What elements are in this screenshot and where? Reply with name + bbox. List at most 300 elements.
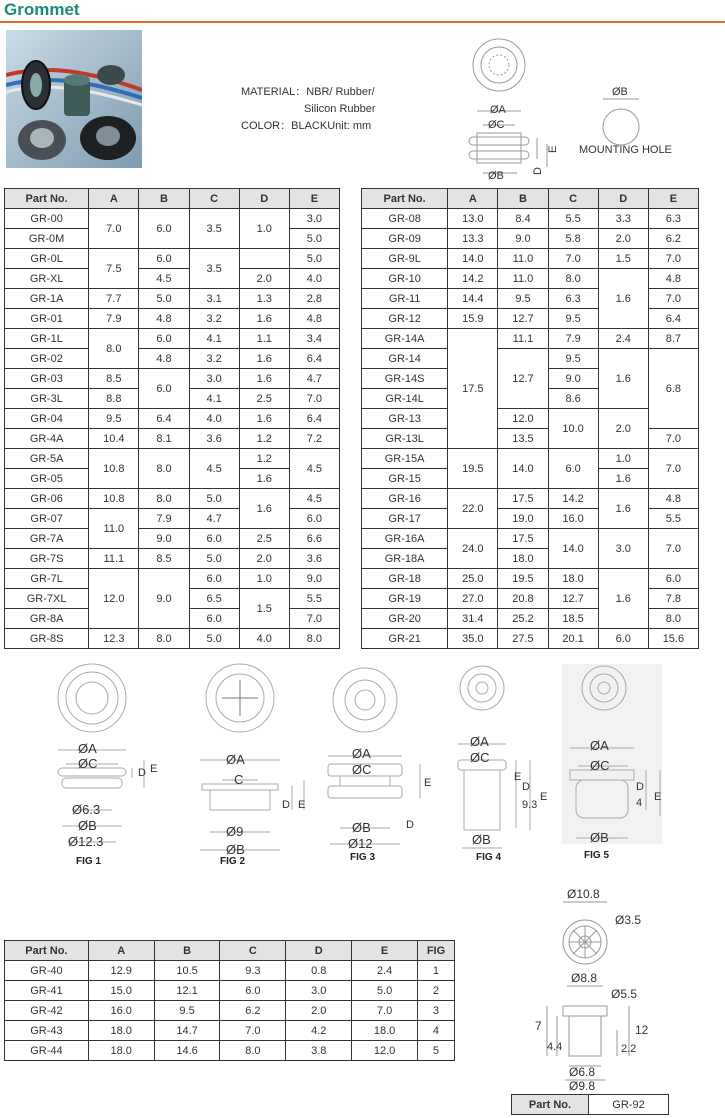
product-photo bbox=[6, 30, 142, 168]
value-cell: 6.0 bbox=[548, 449, 598, 489]
column-header: A bbox=[88, 941, 154, 961]
value-cell: 8.0 bbox=[220, 1041, 286, 1061]
value-cell: 16.0 bbox=[548, 509, 598, 529]
value-cell: 18.0 bbox=[352, 1021, 418, 1041]
gr92-h7-label: 7 bbox=[535, 1019, 542, 1033]
value-cell: 8.8 bbox=[89, 389, 139, 409]
column-header: Part No. bbox=[5, 189, 89, 209]
value-cell: 3.2 bbox=[189, 349, 239, 369]
value-cell: 6.4 bbox=[289, 409, 339, 429]
fig5-c-label: ØC bbox=[590, 758, 610, 773]
table-row bbox=[362, 489, 699, 509]
value-cell: 14.2 bbox=[548, 489, 598, 509]
part-number-cell: GR-15A bbox=[362, 449, 448, 469]
part-number-cell: GR-13 bbox=[362, 409, 448, 429]
part-number-cell: GR-8S bbox=[5, 629, 89, 649]
value-cell: 7.2 bbox=[289, 429, 339, 449]
value-cell: 8.7 bbox=[648, 329, 698, 349]
table-row bbox=[5, 509, 340, 529]
table-row bbox=[362, 569, 699, 589]
value-cell: 5.0 bbox=[189, 489, 239, 509]
value-cell: 12.7 bbox=[498, 349, 548, 409]
dim-d-label: D bbox=[532, 167, 544, 175]
part-number-cell: GR-19 bbox=[362, 589, 448, 609]
part-number-cell: GR-13L bbox=[362, 429, 448, 449]
value-cell: 7.0 bbox=[289, 609, 339, 629]
table-row bbox=[5, 981, 455, 1001]
part-number-cell: GR-14A bbox=[362, 329, 448, 349]
value-cell: 5.0 bbox=[189, 629, 239, 649]
mounting-diagram bbox=[455, 35, 725, 185]
part-number-cell: GR-18A bbox=[362, 549, 448, 569]
value-cell: 2.0 bbox=[598, 409, 648, 449]
value-cell: 6.0 bbox=[648, 569, 698, 589]
table-header-row bbox=[5, 189, 340, 209]
value-cell: 15.6 bbox=[648, 629, 698, 649]
value-cell: 27.5 bbox=[498, 629, 548, 649]
value-cell: 4.1 bbox=[189, 389, 239, 409]
value-cell: 3.1 bbox=[189, 289, 239, 309]
value-cell: 6.0 bbox=[289, 509, 339, 529]
value-cell: 8.0 bbox=[139, 449, 189, 489]
value-cell: 2.5 bbox=[239, 529, 289, 549]
table-row bbox=[5, 329, 340, 349]
value-cell: 1.0 bbox=[239, 209, 289, 249]
value-cell: 8.0 bbox=[289, 629, 339, 649]
value-cell: 4.1 bbox=[189, 329, 239, 349]
column-header: A bbox=[448, 189, 498, 209]
table-row bbox=[362, 449, 699, 469]
column-header: E bbox=[648, 189, 698, 209]
value-cell: 9.0 bbox=[498, 229, 548, 249]
value-cell: 2 bbox=[417, 981, 454, 1001]
value-cell: 9.0 bbox=[548, 369, 598, 389]
table-row bbox=[5, 529, 340, 549]
value-cell: 4.0 bbox=[289, 269, 339, 289]
value-cell: 7.8 bbox=[648, 589, 698, 609]
value-cell: 10.8 bbox=[89, 449, 139, 489]
fig1-c-label: ØC bbox=[78, 756, 98, 771]
value-cell: 1.0 bbox=[239, 569, 289, 589]
value-cell: 11.0 bbox=[89, 509, 139, 549]
value-cell: 4.0 bbox=[239, 629, 289, 649]
value-cell: 4.5 bbox=[289, 489, 339, 509]
value-cell: 3.2 bbox=[189, 309, 239, 329]
value-cell: 6.0 bbox=[189, 569, 239, 589]
part-number-cell: GR-15 bbox=[362, 469, 448, 489]
fig3-c-label: ØC bbox=[352, 762, 372, 777]
part-number-cell: GR-42 bbox=[5, 1001, 89, 1021]
value-cell: 16.0 bbox=[88, 1001, 154, 1021]
fig4-e-label: E bbox=[514, 771, 522, 783]
part-number-cell: GR-18 bbox=[362, 569, 448, 589]
value-cell: 11.1 bbox=[89, 549, 139, 569]
column-header: B bbox=[154, 941, 220, 961]
gr92-d98-label: Ø9.8 bbox=[569, 1079, 596, 1092]
value-cell: 10.0 bbox=[548, 409, 598, 449]
value-cell: 22.0 bbox=[448, 489, 498, 529]
fig1-d-label: D bbox=[138, 767, 146, 779]
column-header: B bbox=[498, 189, 548, 209]
fig1-e-label: E bbox=[150, 763, 158, 775]
fig4-caption: FIG 4 bbox=[476, 852, 502, 863]
value-cell: 1.3 bbox=[239, 289, 289, 309]
part-number-cell: GR-3L bbox=[5, 389, 89, 409]
value-cell: 12.7 bbox=[548, 589, 598, 609]
value-cell: 19.5 bbox=[498, 569, 548, 589]
value-cell: 3.0 bbox=[598, 529, 648, 569]
value-cell: 3.5 bbox=[189, 209, 239, 249]
value-cell: 13.3 bbox=[448, 229, 498, 249]
value-cell: 3.0 bbox=[189, 369, 239, 389]
value-cell: 1.1 bbox=[239, 329, 289, 349]
dim-a-label: ØA bbox=[490, 104, 506, 116]
value-cell: 1.6 bbox=[598, 569, 648, 629]
value-cell: 6.3 bbox=[548, 289, 598, 309]
part-number-cell: GR-43 bbox=[5, 1021, 89, 1041]
value-cell: 9.5 bbox=[89, 409, 139, 429]
value-cell: 4.7 bbox=[189, 509, 239, 529]
part-number-cell: GR-04 bbox=[5, 409, 89, 429]
value-cell: 3.0 bbox=[286, 981, 352, 1001]
value-cell: 20.8 bbox=[498, 589, 548, 609]
value-cell: 7.0 bbox=[648, 289, 698, 309]
gr92-h12-label: 12 bbox=[635, 1023, 649, 1037]
hole-b-label: ØB bbox=[612, 86, 628, 98]
table-row bbox=[5, 1001, 455, 1021]
gr92-part-table bbox=[511, 1094, 669, 1115]
value-cell: 8.5 bbox=[89, 369, 139, 389]
value-cell: 9.5 bbox=[154, 1001, 220, 1021]
table-row bbox=[362, 409, 699, 429]
value-cell: 7.9 bbox=[89, 309, 139, 329]
value-cell: 6.0 bbox=[598, 629, 648, 649]
value-cell: 3.6 bbox=[289, 549, 339, 569]
value-cell: 2.8 bbox=[289, 289, 339, 309]
value-cell: 17.5 bbox=[448, 329, 498, 449]
figures-row bbox=[40, 660, 700, 870]
value-cell: 7.0 bbox=[548, 249, 598, 269]
part-number-cell: GR-1A bbox=[5, 289, 89, 309]
table-row bbox=[5, 961, 455, 981]
value-cell: 12.3 bbox=[89, 629, 139, 649]
value-cell: 11.0 bbox=[498, 249, 548, 269]
table-row bbox=[5, 209, 340, 229]
value-cell: 4.5 bbox=[139, 269, 189, 289]
value-cell: 6.8 bbox=[648, 349, 698, 429]
value-cell: 1.6 bbox=[239, 369, 289, 389]
gr92-part-label: Part No. bbox=[512, 1095, 589, 1115]
table-row bbox=[362, 289, 699, 309]
value-cell: 1.5 bbox=[239, 589, 289, 629]
value-cell: 4.0 bbox=[189, 409, 239, 429]
part-number-cell: GR-12 bbox=[362, 309, 448, 329]
color-unit-line: COLOR：BLACKUnit: mm bbox=[241, 120, 372, 132]
value-cell: 12.0 bbox=[89, 569, 139, 629]
value-cell: 9.0 bbox=[139, 569, 189, 629]
part-number-cell: GR-1L bbox=[5, 329, 89, 349]
value-cell: 1.5 bbox=[598, 249, 648, 269]
value-cell: 2.4 bbox=[598, 329, 648, 349]
column-header: C bbox=[220, 941, 286, 961]
part-number-cell: GR-05 bbox=[5, 469, 89, 489]
value-cell: 3.8 bbox=[286, 1041, 352, 1061]
value-cell: 13.5 bbox=[498, 429, 548, 449]
value-cell: 3 bbox=[417, 1001, 454, 1021]
value-cell: 5.8 bbox=[548, 229, 598, 249]
value-cell: 6.4 bbox=[289, 349, 339, 369]
part-number-cell: GR-17 bbox=[362, 509, 448, 529]
part-number-cell: GR-06 bbox=[5, 489, 89, 509]
part-number-cell: GR-7L bbox=[5, 569, 89, 589]
value-cell: 1.6 bbox=[598, 489, 648, 529]
value-cell: 4.8 bbox=[289, 309, 339, 329]
column-header: D bbox=[598, 189, 648, 209]
value-cell: 1.6 bbox=[598, 349, 648, 409]
fig3-d-label: D bbox=[406, 819, 414, 831]
value-cell: 2.5 bbox=[239, 389, 289, 409]
value-cell: 7.7 bbox=[89, 289, 139, 309]
value-cell: 9.3 bbox=[220, 961, 286, 981]
value-cell: 5.5 bbox=[548, 209, 598, 229]
fig1-a-label: ØA bbox=[78, 741, 97, 756]
table-row bbox=[362, 589, 699, 609]
value-cell: 7.0 bbox=[648, 529, 698, 569]
value-cell: 6.0 bbox=[139, 209, 189, 249]
value-cell: 18.0 bbox=[548, 569, 598, 589]
value-cell: 1.6 bbox=[598, 269, 648, 329]
value-cell: 25.2 bbox=[498, 609, 548, 629]
value-cell: 6.2 bbox=[220, 1001, 286, 1021]
value-cell: 18.0 bbox=[88, 1021, 154, 1041]
table-row bbox=[362, 609, 699, 629]
part-number-cell: GR-7XL bbox=[5, 589, 89, 609]
gr92-d88-label: Ø8.8 bbox=[571, 971, 598, 985]
value-cell: 9.5 bbox=[548, 309, 598, 329]
fig2-a-label: ØA bbox=[226, 752, 245, 767]
value-cell: 5.0 bbox=[189, 549, 239, 569]
value-cell: 3.3 bbox=[598, 209, 648, 229]
value-cell: 4.8 bbox=[139, 309, 189, 329]
part-number-cell: GR-03 bbox=[5, 369, 89, 389]
value-cell: 19.5 bbox=[448, 449, 498, 489]
table-header-row bbox=[362, 189, 699, 209]
column-header: C bbox=[548, 189, 598, 209]
table-row bbox=[362, 329, 699, 349]
part-number-cell: GR-0M bbox=[5, 229, 89, 249]
table-row bbox=[5, 289, 340, 309]
part-number-cell: GR-16A bbox=[362, 529, 448, 549]
material-line-2: Silicon Rubber bbox=[304, 103, 376, 115]
grommet-photo-image bbox=[6, 30, 142, 168]
value-cell: 7.0 bbox=[89, 209, 139, 249]
part-number-cell: GR-14L bbox=[362, 389, 448, 409]
table-row bbox=[5, 309, 340, 329]
value-cell: 6.0 bbox=[139, 249, 189, 269]
part-number-cell: GR-9L bbox=[362, 249, 448, 269]
part-number-cell: GR-16 bbox=[362, 489, 448, 509]
fig5-b-label: ØB bbox=[590, 830, 609, 845]
value-cell: 14.2 bbox=[448, 269, 498, 289]
value-cell: 19.0 bbox=[498, 509, 548, 529]
part-number-cell: GR-40 bbox=[5, 961, 89, 981]
fig4-d93-label: 9.3 bbox=[522, 799, 538, 811]
value-cell: 1.6 bbox=[239, 349, 289, 369]
value-cell: 8.0 bbox=[548, 269, 598, 289]
fig3-caption: FIG 3 bbox=[350, 852, 376, 863]
fig5-a-label: ØA bbox=[590, 738, 609, 753]
fig5-d-label: D bbox=[636, 781, 644, 793]
table-row bbox=[5, 429, 340, 449]
spec-table-right bbox=[361, 188, 699, 649]
value-cell: 1.2 bbox=[239, 449, 289, 469]
value-cell: 3.4 bbox=[289, 329, 339, 349]
part-number-cell: GR-XL bbox=[5, 269, 89, 289]
value-cell: 20.1 bbox=[548, 629, 598, 649]
value-cell: 18.0 bbox=[88, 1041, 154, 1061]
value-cell: 6.6 bbox=[289, 529, 339, 549]
value-cell: 4.2 bbox=[286, 1021, 352, 1041]
mounting-hole-label: MOUNTING HOLE bbox=[579, 144, 672, 156]
fig3-d12-label: Ø12 bbox=[348, 836, 373, 851]
value-cell: 12.7 bbox=[498, 309, 548, 329]
value-cell: 4.7 bbox=[289, 369, 339, 389]
fig2-b-label: ØB bbox=[226, 842, 245, 857]
value-cell: 10.5 bbox=[154, 961, 220, 981]
value-cell: 7.0 bbox=[289, 389, 339, 409]
gr92-h22-label: 2.2 bbox=[621, 1043, 637, 1055]
value-cell: 5.5 bbox=[648, 509, 698, 529]
part-number-cell: GR-14S bbox=[362, 369, 448, 389]
value-cell: 9.0 bbox=[289, 569, 339, 589]
value-cell: 9.5 bbox=[548, 349, 598, 369]
gr92-h44-label: 4.4 bbox=[547, 1041, 563, 1053]
value-cell: 8.6 bbox=[548, 389, 598, 409]
value-cell bbox=[239, 249, 289, 269]
fig2-caption: FIG 2 bbox=[220, 856, 246, 867]
part-number-cell: GR-7S bbox=[5, 549, 89, 569]
value-cell: 17.5 bbox=[498, 529, 548, 549]
table-row bbox=[5, 629, 340, 649]
value-cell: 6.5 bbox=[189, 589, 239, 609]
value-cell: 3.0 bbox=[289, 209, 339, 229]
value-cell: 7.0 bbox=[648, 249, 698, 269]
part-number-cell: GR-01 bbox=[5, 309, 89, 329]
gr92-diagram bbox=[525, 880, 665, 1092]
value-cell: 4.5 bbox=[189, 449, 239, 489]
value-cell: 2.0 bbox=[239, 269, 289, 289]
table-row bbox=[362, 529, 699, 549]
gr92-part-value: GR-92 bbox=[589, 1095, 669, 1115]
fig4-b-label: ØB bbox=[472, 832, 491, 847]
table-row bbox=[362, 269, 699, 289]
page-title: Grommet bbox=[4, 0, 80, 19]
value-cell: 6.2 bbox=[648, 229, 698, 249]
value-cell: 4.8 bbox=[648, 269, 698, 289]
fig3-b-label: ØB bbox=[352, 820, 371, 835]
fig1-d63-label: Ø6.3 bbox=[72, 802, 101, 817]
value-cell: 4 bbox=[417, 1021, 454, 1041]
value-cell: 14.4 bbox=[448, 289, 498, 309]
value-cell: 1.6 bbox=[239, 469, 289, 489]
value-cell: 1.2 bbox=[239, 429, 289, 449]
fig2-e-label: E bbox=[298, 799, 306, 811]
value-cell: 24.0 bbox=[448, 529, 498, 569]
value-cell: 11.0 bbox=[498, 269, 548, 289]
dim-e-label: E bbox=[547, 145, 559, 153]
part-number-cell: GR-21 bbox=[362, 629, 448, 649]
value-cell: 1.0 bbox=[598, 449, 648, 469]
spec-table-left bbox=[4, 188, 340, 649]
value-cell: 5.0 bbox=[289, 229, 339, 249]
fig4-e-side-label: E bbox=[540, 791, 548, 803]
fig5-caption: FIG 5 bbox=[584, 850, 610, 861]
value-cell: 1.6 bbox=[598, 469, 648, 489]
table-row bbox=[5, 449, 340, 469]
table-row bbox=[5, 269, 340, 289]
value-cell: 7.0 bbox=[352, 1001, 418, 1021]
value-cell: 5.0 bbox=[352, 981, 418, 1001]
value-cell: 11.1 bbox=[498, 329, 548, 349]
value-cell: 15.9 bbox=[448, 309, 498, 329]
value-cell: 6.0 bbox=[189, 609, 239, 629]
gr92-d68-label: Ø6.8 bbox=[569, 1065, 596, 1079]
column-header: FIG bbox=[417, 941, 454, 961]
dim-c-label: ØC bbox=[488, 119, 505, 131]
value-cell: 3.6 bbox=[189, 429, 239, 449]
table-row bbox=[5, 1041, 455, 1061]
fig2-c-label: C bbox=[234, 772, 244, 787]
value-cell: 8.0 bbox=[648, 609, 698, 629]
fig3-a-label: ØA bbox=[352, 746, 371, 761]
table-row bbox=[5, 489, 340, 509]
value-cell: 3.5 bbox=[189, 249, 239, 289]
value-cell: 6.3 bbox=[648, 209, 698, 229]
table-row bbox=[5, 349, 340, 369]
value-cell: 8.5 bbox=[139, 549, 189, 569]
part-number-cell: GR-08 bbox=[362, 209, 448, 229]
table-row bbox=[5, 369, 340, 389]
value-cell: 15.0 bbox=[88, 981, 154, 1001]
table-row bbox=[5, 409, 340, 429]
column-header: Part No. bbox=[362, 189, 448, 209]
value-cell: 2.0 bbox=[239, 549, 289, 569]
value-cell: 8.0 bbox=[139, 489, 189, 509]
table-header-row bbox=[5, 941, 455, 961]
value-cell: 7.0 bbox=[220, 1021, 286, 1041]
value-cell: 17.5 bbox=[498, 489, 548, 509]
value-cell: 7.0 bbox=[648, 429, 698, 449]
fig4-d-label: D bbox=[522, 781, 530, 793]
value-cell: 35.0 bbox=[448, 629, 498, 649]
part-number-cell: GR-00 bbox=[5, 209, 89, 229]
value-cell: 2.0 bbox=[598, 229, 648, 249]
table-row bbox=[5, 1021, 455, 1041]
value-cell: 1.6 bbox=[239, 489, 289, 529]
value-cell: 4.8 bbox=[648, 489, 698, 509]
fig2-d9-label: Ø9 bbox=[226, 824, 244, 839]
fig3-e-label: E bbox=[424, 777, 432, 789]
part-number-cell: GR-14 bbox=[362, 349, 448, 369]
fig5-e-label: E bbox=[654, 791, 662, 803]
value-cell: 6.0 bbox=[139, 329, 189, 349]
fig1-b-label: ØB bbox=[78, 818, 97, 833]
value-cell: 5.5 bbox=[289, 589, 339, 609]
value-cell: 31.4 bbox=[448, 609, 498, 629]
value-cell: 6.0 bbox=[220, 981, 286, 1001]
part-number-cell: GR-4A bbox=[5, 429, 89, 449]
table-row bbox=[362, 509, 699, 529]
